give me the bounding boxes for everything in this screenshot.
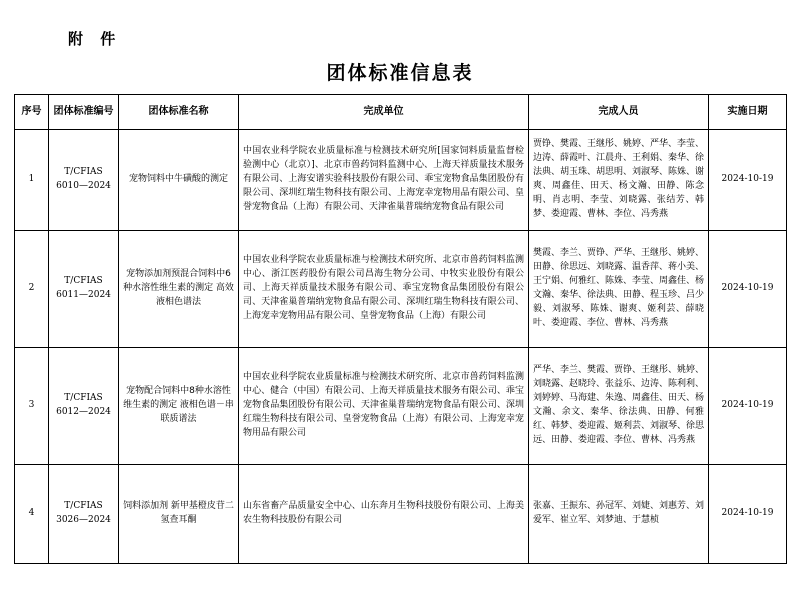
cell-code: T/CFIAS 6011—2024 [49,231,119,348]
cell-unit: 中国农业科学院农业质量标准与检测技术研究所[国家饲料质量监督检验测中心（北京）]、北京市兽药饲料监测中心、上海天祥质量技术服务有限公司、上海安谱实验科技股份有限公司、乖宝宠物食品集团股份有限公司、深圳红瑞生物科技有限公司、上海宠幸宠物用品有限公司、皇誉宠物食品（上海）有限公司、天津雀巢普瑞纳宠物食品有限公司 [239,130,529,231]
cell-seq: 3 [15,348,49,465]
table-row [15,348,787,465]
cell-code: T/CFIAS 6012—2024 [49,348,119,465]
cell-date: 2024-10-19 [709,231,787,348]
cell-code: T/CFIAS 6010—2024 [49,130,119,231]
table-header-row [15,95,787,130]
cell-person: 张嘉、王振东、孙冠军、刘婕、刘惠芳、刘爱军、崔立军、刘梦迪、于慧桢 [529,465,709,564]
attachment-label: 附 件 [68,30,122,48]
cell-unit: 中国农业科学院农业质量标准与检测技术研究所、北京市兽药饲料监测中心、浙江医药股份有限公司昌海生物分公司、中牧实业股份有限公司、上海天祥质量技术服务有限公司、乖宝宠物食品集团股份有限公司、天津雀巢普瑞纳宠物食品有限公司、深圳红瑞生物科技有限公司、上海宠幸宠物用品有限公司、皇誉宠物食品（上海）有限公司 [239,231,529,348]
cell-name: 宠物饲料中牛磺酸的测定 [119,130,239,231]
cell-date: 2024-10-19 [709,465,787,564]
cell-seq: 4 [15,465,49,564]
column-header-person: 完成人员 [529,95,709,130]
cell-seq: 1 [15,130,49,231]
cell-name: 宠物配合饲料中8种水溶性维生素的测定 液相色谱－串联质谱法 [119,348,239,465]
cell-code: T/CFIAS 3026—2024 [49,465,119,564]
cell-name: 饲料添加剂 新甲基橙皮苷二氢查耳酮 [119,465,239,564]
cell-name: 宠物添加剂预混合饲料中6种水溶性维生素的测定 高效液相色谱法 [119,231,239,348]
table-row [15,465,787,564]
table-row [15,231,787,348]
cell-date: 2024-10-19 [709,130,787,231]
standards-info-table [14,94,787,564]
page-title: 团体标准信息表 [326,62,474,84]
table-row [15,130,787,231]
cell-person: 樊霞、李兰、贾铮、严华、王继彤、姚婷、田静、徐思远、刘晓露、温香萍、蒋小美、王宁娟、何雅红、陈姝、李莹、周鑫佳、杨文瀚、秦华、徐法典、田静、程玉珍、吕少毅、刘淑琴、陈姝、谢爽、姬利芸、薛晓叶、娄迎霞、李位、曹林、冯秀燕 [529,231,709,348]
column-header-unit: 完成单位 [239,95,529,130]
cell-unit: 山东省畜产品质量安全中心、山东奔月生物科技股份有限公司、上海美农生物科技股份有限公司 [239,465,529,564]
column-header-code: 团体标准编号 [49,95,119,130]
cell-person: 严华、李兰、樊霞、贾铮、王继彤、姚婷、刘晓露、赵晓玲、张益乐、边涛、陈利利、刘婷婷、马海建、朱逸、周鑫佳、田天、杨文瀚、余文、秦华、徐法典、田静、何雅红、韩梦、娄迎霞、姬利芸、刘淑琴、徐思远、田静、娄迎霞、李位、曹林、冯秀燕 [529,348,709,465]
cell-seq: 2 [15,231,49,348]
column-header-seq: 序号 [15,95,49,130]
column-header-date: 实施日期 [709,95,787,130]
cell-unit: 中国农业科学院农业质量标准与检测技术研究所、北京市兽药饲料监测中心、健合（中国）有限公司、上海天祥质量技术服务有限公司、乖宝宠物食品集团股份有限公司、天津雀巢普瑞纳宠物食品有限公司、深圳红瑞生物科技有限公司、皇誉宠物食品（上海）有限公司、上海宠幸宠物用品有限公司 [239,348,529,465]
cell-person: 贾铮、樊霞、王继彤、姚婷、严华、李莹、边涛、薛霞叶、江晨舟、王利娟、秦华、徐法典、胡玉珠、胡思明、刘淑琴、陈姝、谢爽、周鑫佳、田天、杨文瀚、田静、陈念明、肖志明、李莹、刘晓露、张结芳、韩梦、娄迎霞、曹林、李位、冯秀燕 [529,130,709,231]
cell-date: 2024-10-19 [709,348,787,465]
column-header-name: 团体标准名称 [119,95,239,130]
